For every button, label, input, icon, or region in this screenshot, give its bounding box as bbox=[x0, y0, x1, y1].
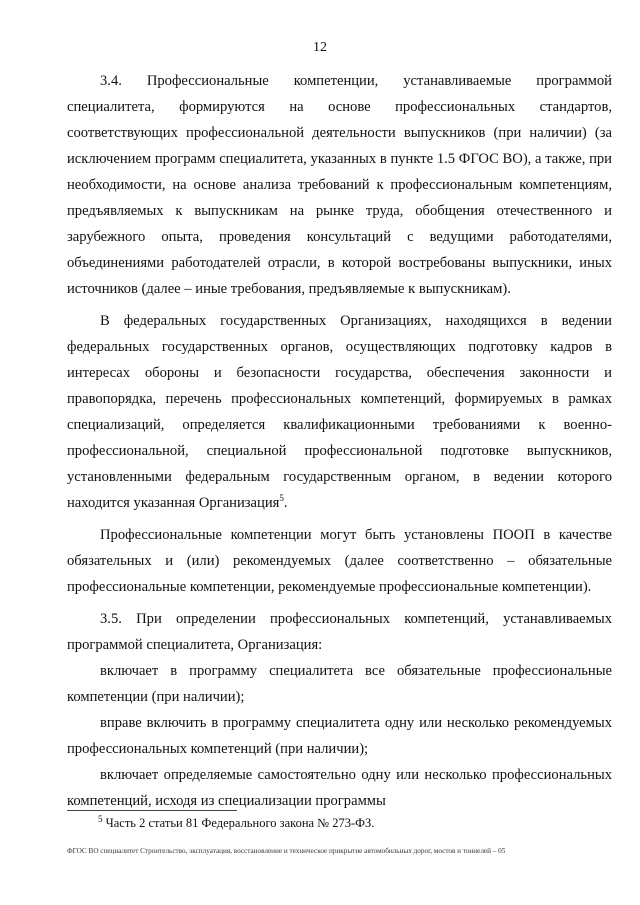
body-text bbox=[67, 68, 612, 814]
footnote-text: Часть 2 статьи 81 Федерального закона № 273-ФЗ. bbox=[105, 816, 375, 830]
page-number: 12 bbox=[313, 40, 327, 55]
footnote-separator bbox=[67, 810, 237, 811]
footnote-marker: 5 bbox=[98, 813, 103, 824]
paragraph-military-organizations-text: В федеральных государственных Организациях, находящихся в ведении федеральных государственных органов, осуществляющих подготовку кадров в интересах обороны и безопасности государства, обеспечения законности и правопорядка, перечень профессиональных компетенций, формируемых в рамках специализаций, определяется квалификационными требованиями к военно-профессиональной, специальной профессиональной подготовке выпускников, установленными федеральным государственным органом, в ведении которого находится указанная Организация bbox=[67, 313, 612, 511]
paragraph-3-5: 3.5. При определении профессиональных компетенций, устанавливаемых программой специалитета, Организация: bbox=[67, 611, 612, 653]
list-item-recommended: вправе включить в программу специалитета одну или несколько рекомендуемых профессиональных компетенций (при наличии); bbox=[67, 715, 612, 757]
paragraph-military-organizations bbox=[67, 308, 612, 516]
paragraph-poop-competencies: Профессиональные компетенции могут быть установлены ПООП в качестве обязательных и (или) рекомендуемых (далее соответственно – обязательные профессиональные компетенции, рекомендуемые профессиональные компетенции). bbox=[67, 527, 612, 595]
paragraph-3-4: 3.4. Профессиональные компетенции, устанавливаемые программой специалитета, формируются на основе профессиональных стандартов, соответствующих профессиональной деятельности выпускников (при наличии) (за исключением программ специалитета, указанных в пункте 1.5 ФГОС ВО), а также, при необходимости, на основе анализа требований к профессиональным компетенциям, предъявляемых к выпускникам на рынке труда, обобщения отечественного и зарубежного опыта, проведения консультаций с ведущими работодателями, объединениями работодателей отрасли, в которой востребованы выпускники, иных источников (далее – иные требования, предъявляемые к выпускникам). bbox=[67, 73, 612, 297]
footnote-reference: 5 bbox=[279, 493, 284, 504]
list-item-self-defined: включает определяемые самостоятельно одну или несколько профессиональных компетенций, исходя из специализации программы bbox=[67, 767, 612, 809]
footnote bbox=[98, 815, 618, 831]
running-footer: ФГОС ВО специалитет Строительство, эксплуатация, восстановление и техническое прикрытие автомобильных дорог, мостов и тоннелей – 05 bbox=[67, 847, 506, 855]
list-item-mandatory: включает в программу специалитета все обязательные профессиональные компетенции (при наличии); bbox=[67, 663, 612, 705]
paragraph-end-punctuation: . bbox=[283, 495, 288, 511]
